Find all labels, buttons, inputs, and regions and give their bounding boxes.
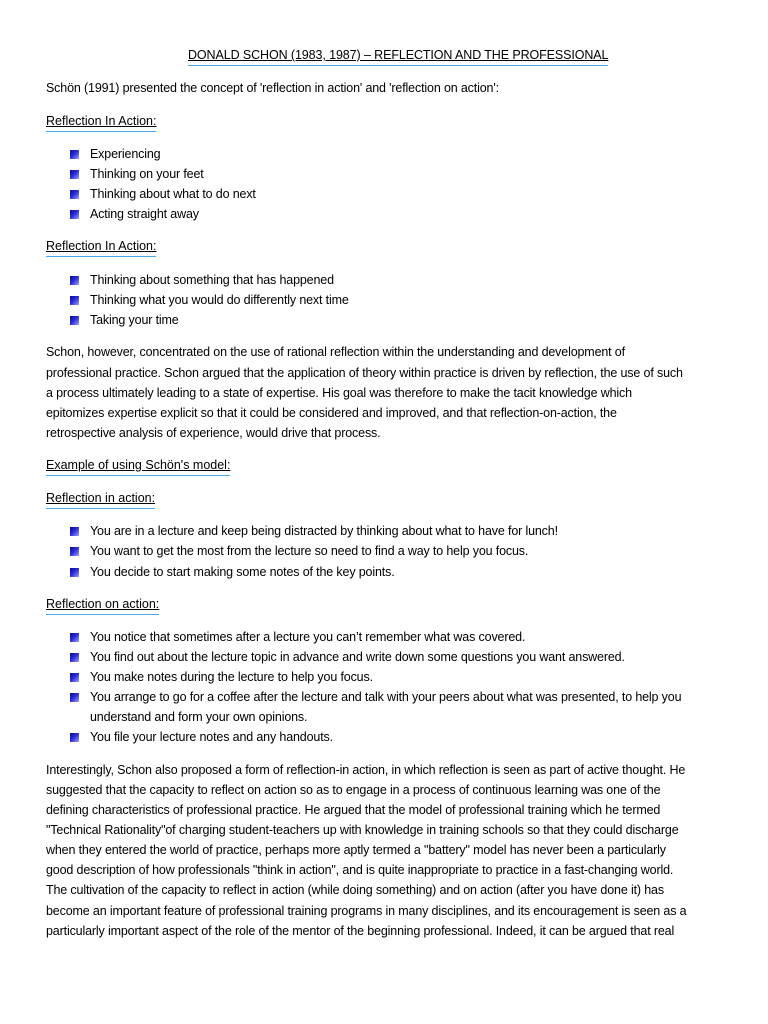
example-heading: Example of using Schön's model: [46,458,230,476]
square-bullet-icon [70,527,79,536]
square-bullet-icon [70,733,79,742]
paragraph-line: "Technical Rationality"of charging student-teachers up with knowledge in training schools so that they could discharge [46,823,679,837]
square-bullet-icon [70,150,79,159]
paragraph-line: particularly important aspect of the role of the mentor of the beginning professional. Indeed, it can be argued that real [46,924,675,938]
paragraph-line: retrospective analysis of experience, would drive that process. [46,426,381,440]
paragraph-line: The cultivation of the capacity to reflect in action (while doing something) and on action (after you have done it) has [46,883,664,897]
paragraph-line: when they entered the world of practice, perhaps more aptly termed a "battery" model has never been a particularly [46,843,666,857]
square-bullet-icon [70,633,79,642]
paragraph-line: defining characteristics of professional practice. He argued that the model of professional training which he termed [46,803,661,817]
square-bullet-icon [70,190,79,199]
paragraph-line: become an important feature of professional training programs in many disciplines, and its encouragement is seen as a [46,904,687,918]
section-heading-reflection-in-action-2: Reflection In Action: [46,239,156,257]
square-bullet-icon [70,568,79,577]
paragraph-line: epitomizes expertise explicit so that it could be considered and improved, and that reflection-on-action, the [46,406,617,420]
paragraph-line: a process ultimately leading to a state of expertise. His goal was therefore to make the tacit knowledge which [46,386,632,400]
section-heading-reflection-on-action: Reflection on action: [46,597,159,615]
section-heading-reflection-in-action-1: Reflection In Action: [46,114,156,132]
intro-text: Schön (1991) presented the concept of 'reflection in action' and 'reflection on action': [46,81,499,95]
square-bullet-icon [70,547,79,556]
page-title: DONALD SCHON (1983, 1987) – REFLECTION AND THE PROFESSIONAL [188,48,608,66]
paragraph-line: Interestingly, Schon also proposed a form of reflection-in action, in which reflection is seen as part of active thought. He [46,763,686,777]
square-bullet-icon [70,316,79,325]
square-bullet-icon [70,653,79,662]
square-bullet-icon [70,276,79,285]
paragraph-line: Schon, however, concentrated on the use of rational reflection within the understanding and development of [46,345,625,359]
paragraph-line: professional practice. Schon argued that the application of theory within practice is driven by reflection, the use of such [46,366,683,380]
paragraph-line: suggested that the capacity to reflect on action so as to engage in a process of continuous learning was one of the [46,783,661,797]
square-bullet-icon [70,170,79,179]
section-heading-reflection-in-action-3: Reflection in action: [46,491,155,509]
square-bullet-icon [70,693,79,702]
square-bullet-icon [70,673,79,682]
square-bullet-icon [70,296,79,305]
square-bullet-icon [70,210,79,219]
paragraph-line: good description of how professionals "think in action", and is quite inappropriate to practice in a fast-changing world. [46,863,674,877]
